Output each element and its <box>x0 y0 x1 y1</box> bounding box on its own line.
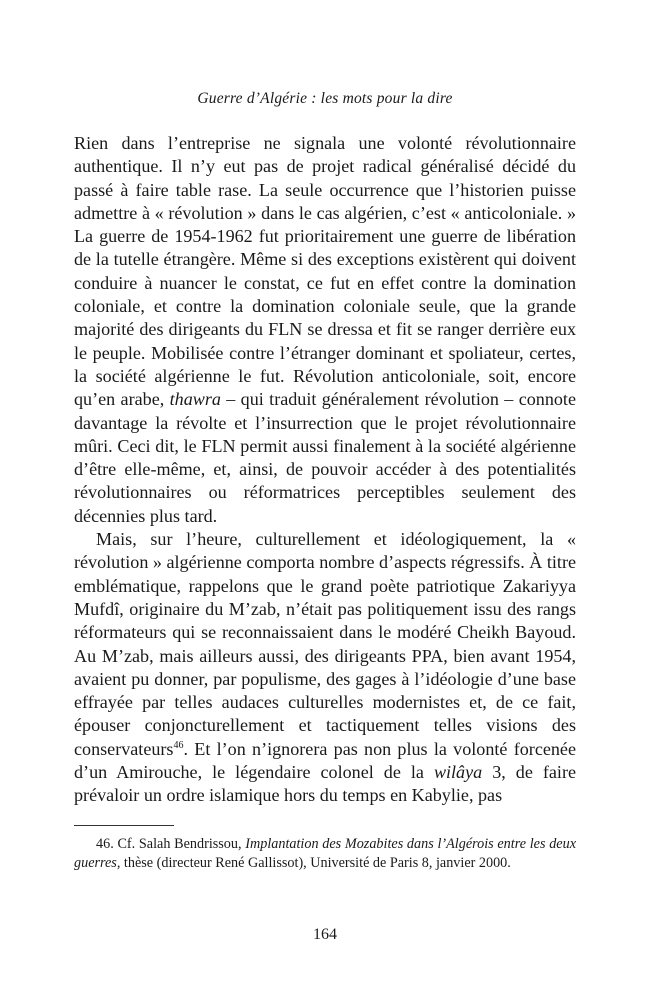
paragraph-2-text-a: Mais, sur l’heure, culturellement et idéologiquement, la « révolution » algérienne comporta nombre d’aspects régressifs. À titre emblématique, rappelons que le grand poète patriotique Zakariyya Mufdî, originaire du M’zab, n’était pas politiquement issu des rangs réformateurs qui se reconnaissaient dans le modéré Cheikh Bayoud. Au M’zab, mais ailleurs aussi, des dirigeants PPA, bien avant 1954, avaient pu donner, par populisme, des gages à l’idéologie d’une base effrayée par telles audaces culturelles modernistes et, de ce fait, épouser conjoncturellement et tactiquement telles visions des conservateurs <box>74 529 576 759</box>
footnote-divider <box>74 825 174 826</box>
paragraph-1-text-b: – qui traduit généralement révolution – connote davantage la révolte et l’insurrection que le projet révolutionnaire mûri. Ceci dit, le FLN permit aussi finalement à la société algérienne d’être elle-même, et, ainsi, de pouvoir accéder à des potentialités révolutionnaires ou réformatrices perceptibles seulement des décennies plus tard. <box>74 389 576 526</box>
paragraph-1 <box>74 132 576 528</box>
paragraph-2-text-b: . Et l’on n’ignorera pas non plus la volonté forcenée d’un Amirouche, le légendaire colonel de la <box>74 738 576 783</box>
paragraph-2-italic-wilaya: wilâya <box>433 762 483 783</box>
paragraph-2 <box>74 528 576 808</box>
page-number: 164 <box>313 926 337 943</box>
footnote-46 <box>74 835 576 873</box>
body-text <box>74 132 576 808</box>
paragraph-2-text-c: 3, de faire prévaloir un ordre islamique hors du temps en Kabylie, pas <box>74 762 576 806</box>
running-head: Guerre d’Algérie : les mots pour la dire <box>197 90 453 107</box>
footnote-text-a: 46. Cf. Salah Bendrissou, <box>96 836 246 852</box>
footnote-text-b: , thèse (directeur René Gallissot), Université de Paris 8, janvier 2000. <box>116 855 511 871</box>
footnote-italic-title: Implantation des Mozabites dans l’Algérois entre les deux guerres <box>74 836 576 871</box>
footnote-reference[interactable]: 46 <box>173 739 184 751</box>
paragraph-1-text-a: Rien dans l’entreprise ne signala une volonté révolutionnaire authentique. Il n’y eut pas de projet radical généralisé décidé du passé à faire table rase. La seule occurrence que l’historien puisse admettre à « révolution » dans le cas algérien, c’est « anticoloniale. » La guerre de 1954-1962 fut prioritairement une guerre de libération de la tutelle étrangère. Même si des exceptions existèrent qui doivent conduire à nuancer le constat, ce fut en effet contre la domination coloniale, et contre la domination coloniale seule, que la grande majorité des dirigeants du FLN se dressa et fit se ranger derrière eux le peuple. Mobilisée contre l’étranger dominant et spoliateur, certes, la société algérienne le fut. Révolution anticoloniale, soit, encore qu’en arabe, <box>74 133 576 410</box>
paragraph-1-italic-thawra: thawra <box>169 389 221 410</box>
